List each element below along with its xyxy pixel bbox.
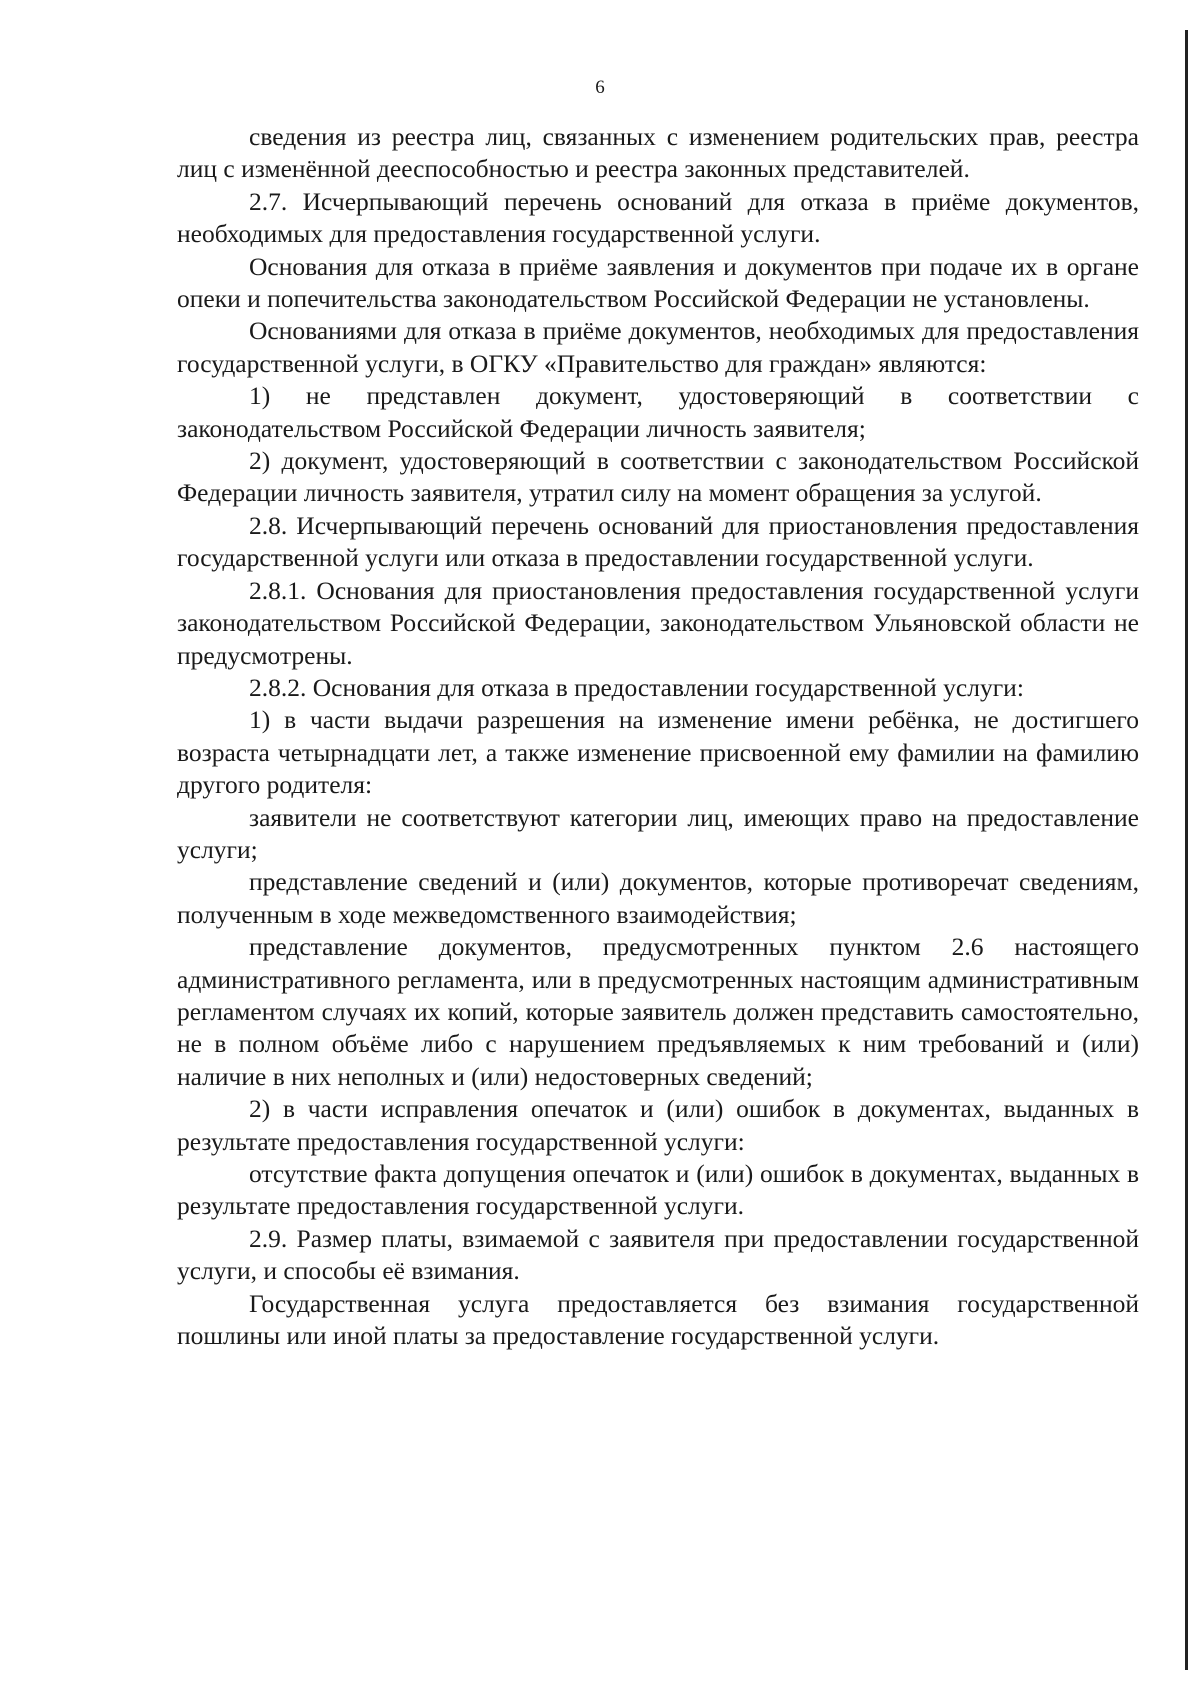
- paragraph-free-of-charge: Государственная услуга предоставляется без взимания государственной пошлины или иной платы за предоставление государственной услуги.: [177, 1288, 1139, 1351]
- paragraph-grounds-guardianship: Основания для отказа в приёме заявления и документов при подаче их в органе опеки и попечительства законодательством Российской Федерации не установлены.: [177, 251, 1139, 314]
- list-item-expired-identity-document: 2) документ, удостоверяющий в соответствии с законодательством Российской Федерации личность заявителя, утратил силу на момент обращения за услугой.: [177, 446, 1139, 508]
- list-item-name-change: 1) в части выдачи разрешения на изменение имени ребёнка, не достигшего возраста четырнадцати лет, а также изменение присвоенной ему фамилии на фамилию другого родителя:: [177, 705, 1139, 800]
- paragraph-2-9-heading: 2.9. Размер платы, взимаемой с заявителя при предоставлении государственной услуги, и способы её взимания.: [177, 1223, 1139, 1286]
- list-item-typo-correction: 2) в части исправления опечаток и (или) ошибок в документах, выданных в результате предоставления государственной услуги:: [177, 1094, 1139, 1156]
- paragraph-grounds-ogku: Основаниями для отказа в приёме документов, необходимых для предоставления государственной услуги, в ОГКУ «Правительство для граждан» являются:: [177, 316, 1139, 378]
- paragraph-2-8-1: 2.8.1. Основания для приостановления предоставления государственной услуги законодательством Российской Федерации, законодательством Ульяновской области не предусмотрены.: [177, 575, 1139, 670]
- paragraph-applicants-not-eligible: заявители не соответствуют категории лиц, имеющих право на предоставление услуги;: [177, 802, 1139, 864]
- document-body: [177, 121, 1139, 1352]
- paragraph-contradicting-info: представление сведений и (или) документов, которые противоречат сведениям, полученным в ходе межведомственного взаимодействия;: [177, 867, 1139, 929]
- list-item-no-identity-document: 1) не представлен документ, удостоверяющий в соответствии с законодательством Российской Федерации личность заявителя;: [177, 381, 1139, 443]
- paragraph-2-8-2: 2.8.2. Основания для отказа в предоставлении государственной услуги:: [249, 672, 1024, 702]
- paragraph-2-7-heading: 2.7. Исчерпывающий перечень оснований для отказа в приёме документов, необходимых для предоставления государственной услуги.: [177, 186, 1139, 249]
- scan-edge-line: [1185, 30, 1188, 1670]
- paragraph-2-8-heading: 2.8. Исчерпывающий перечень оснований для приостановления предоставления государственной услуги или отказа в предоставлении государственной услуги.: [177, 510, 1139, 573]
- paragraph-incomplete-documents: представление документов, предусмотренных пунктом 2.6 настоящего административного регламента, или в предусмотренных настоящим административным регламентом случаях их копий, которые заявитель должен представить самостоятельно, не в полном объёме либо с нарушением предъявляемых к ним требований и (или) наличие в них неполных и (или) недостоверных сведений;: [177, 932, 1139, 1091]
- paragraph-no-typo-fact: отсутствие факта допущения опечаток и (или) ошибок в документах, выданных в результате предоставления государственной услуги.: [177, 1159, 1139, 1221]
- page-number: 6: [595, 77, 605, 98]
- paragraph-registry-continuation: сведения из реестра лиц, связанных с изменением родительских прав, реестра лиц с изменённой дееспособностью и реестра законных представителей.: [177, 122, 1139, 184]
